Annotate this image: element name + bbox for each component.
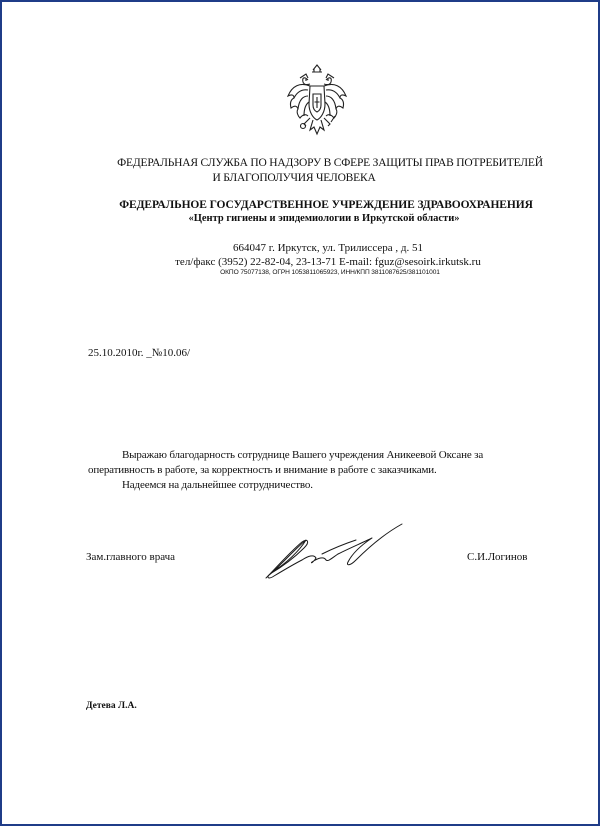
institution-contacts: тел/факс (3952) 22-82-04, 23-13-71 E-mail: fguz@sesoirk.irkutsk.ru [175, 256, 481, 268]
signatory-position: Зам.главного врача [86, 551, 176, 563]
double-headed-eagle-icon [286, 64, 348, 142]
body-line-2: оперативность в работе, за корректность и внимание в работе с заказчиками. [88, 464, 437, 476]
agency-name-line-1: ФЕДЕРАЛЬНАЯ СЛУЖБА ПО НАДЗОРУ В СФЕРЕ ЗАЩИТЫ ПРАВ ПОТРЕБИТЕЛЕЙ [117, 157, 543, 169]
body-line-1: Выражаю благодарность сотруднице Вашего учреждения Аникеевой Оксане за [122, 449, 484, 461]
signatory-name: С.И.Логинов [467, 551, 528, 563]
document-date-number: 25.10.2010г. _№10.06/ [88, 347, 191, 359]
letter-body [88, 448, 550, 493]
executor-name: Детева Л.А. [86, 701, 137, 711]
institution-title: ФЕДЕРАЛЬНОЕ ГОСУДАРСТВЕННОЕ УЧРЕЖДЕНИЕ ЗДРАВООХРАНЕНИЯ [119, 199, 533, 211]
institution-address: 664047 г. Иркутск, ул. Трилиссера , д. 51 [233, 242, 423, 254]
registration-codes: ОКПО 75077138, ОГРН 1053811065923, ИНН/КПП 3811087625/381101001 [220, 269, 440, 276]
handwritten-signature [260, 520, 410, 584]
institution-subtitle: «Центр гигиены и эпидемиологии в Иркутской области» [188, 213, 460, 224]
body-line-3: Надеемся на дальнейшее сотрудничество. [122, 479, 313, 491]
agency-name-line-2: И БЛАГОПОЛУЧИЯ ЧЕЛОВЕКА [212, 172, 376, 184]
